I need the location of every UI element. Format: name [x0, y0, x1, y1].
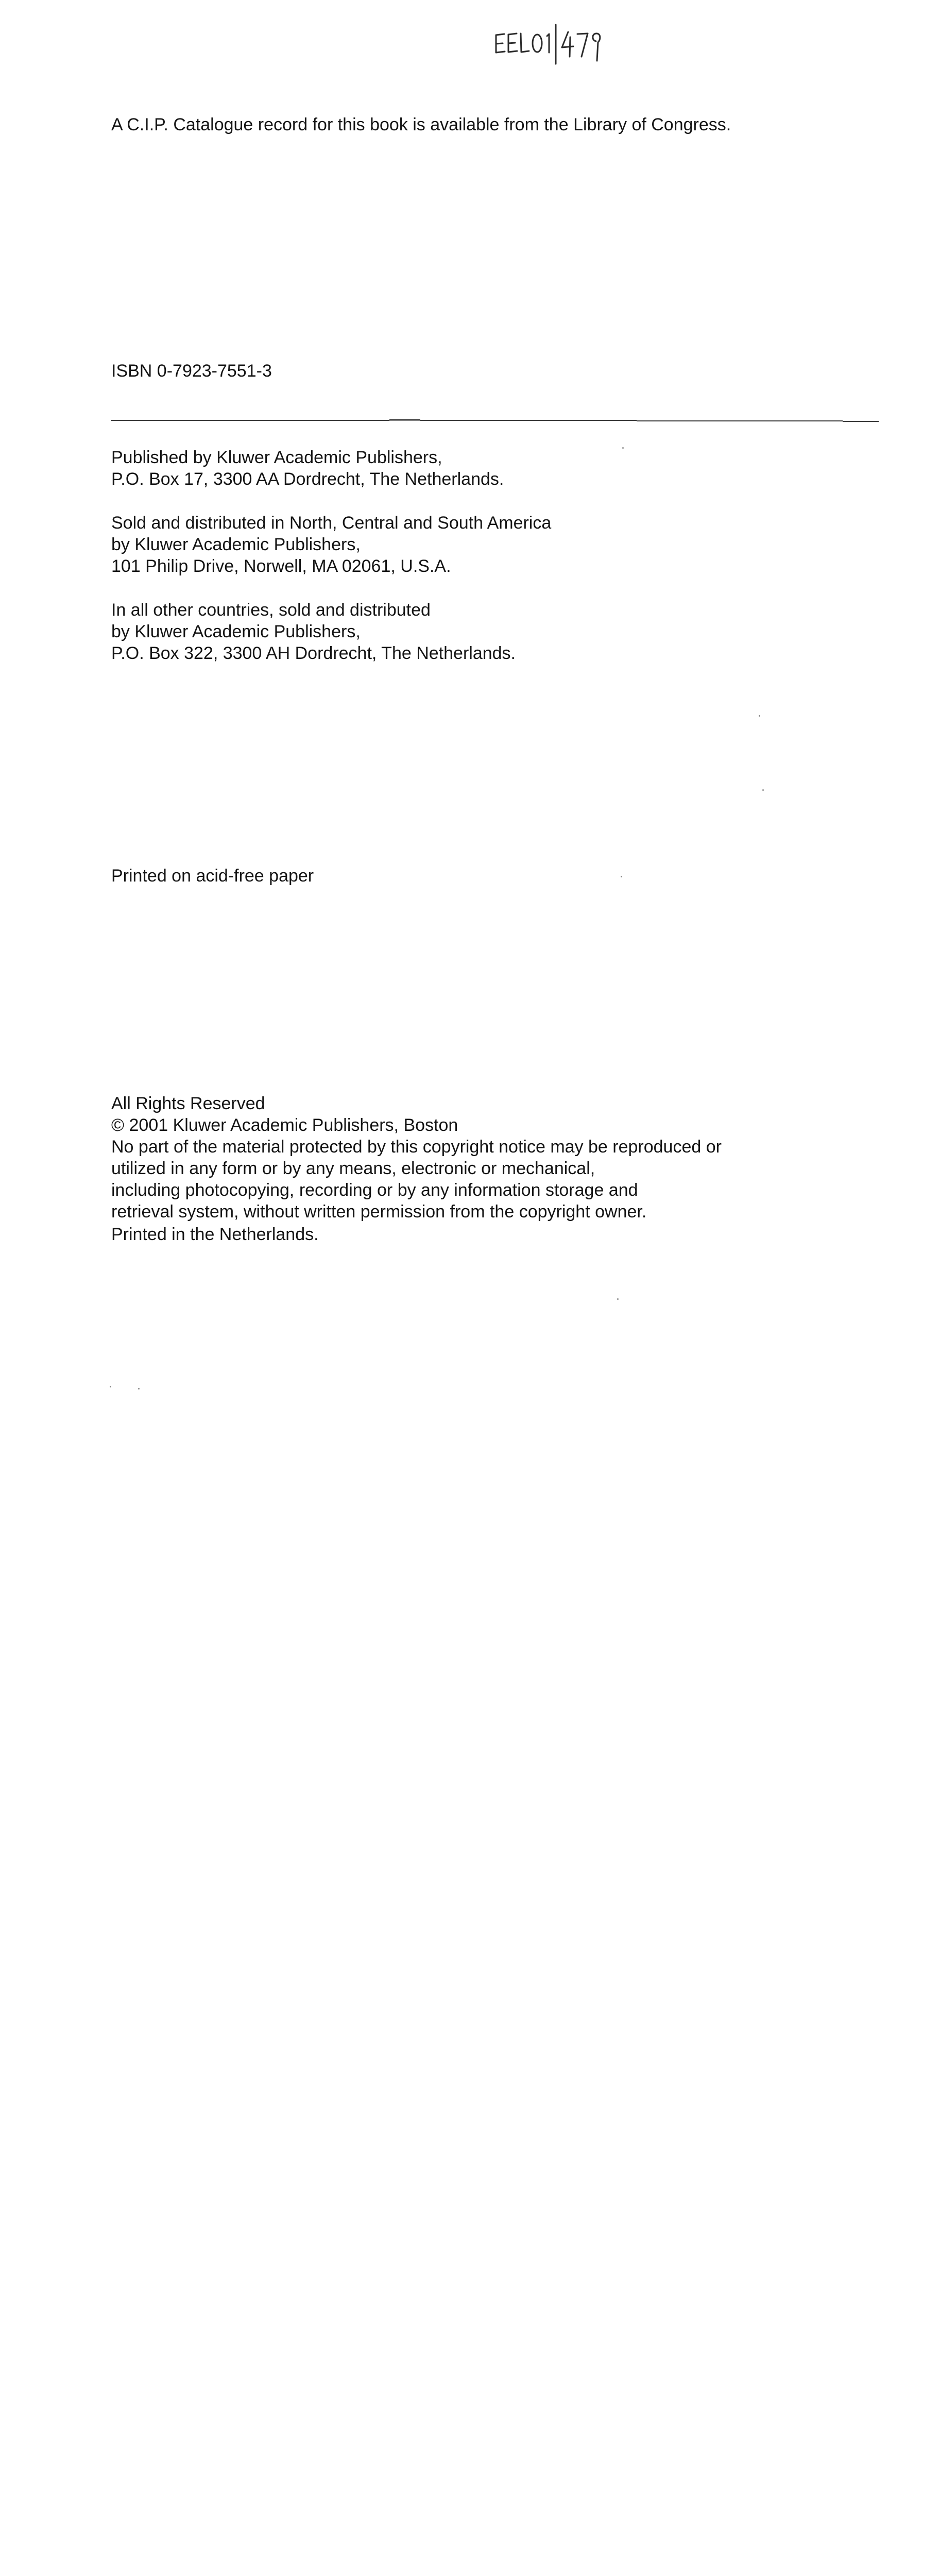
copyright-line: utilized in any form or by any means, electronic or mechanical, — [111, 1159, 595, 1178]
other-distribution-line: by Kluwer Academic Publishers, — [111, 622, 361, 641]
copyright-line: retrieval system, without written permission from the copyright owner. — [111, 1202, 647, 1222]
handwritten-shelf-mark — [492, 21, 610, 67]
copyright-notice — [111, 1093, 722, 1223]
scan-speck — [759, 715, 760, 717]
cip-catalogue-notice — [111, 114, 731, 135]
isbn-number: ISBN 0-7923-7551-3 — [111, 361, 272, 381]
printed-in-notice — [111, 1224, 319, 1245]
acid-free-paper-notice — [111, 865, 314, 887]
other-distribution — [111, 599, 516, 664]
paper-notice-line: Printed on acid-free paper — [111, 866, 314, 886]
isbn — [111, 360, 272, 382]
horizontal-divider — [111, 418, 879, 422]
americas-line: Sold and distributed in North, Central and South America — [111, 513, 552, 533]
publisher-address — [111, 447, 504, 490]
copyright-line: © 2001 Kluwer Academic Publishers, Boston — [111, 1115, 458, 1135]
scan-speck — [138, 1388, 140, 1389]
copyright-line: including photocopying, recording or by any information storage and — [111, 1180, 638, 1200]
copyright-line: No part of the material protected by this copyright notice may be reproduced or — [111, 1137, 722, 1157]
scan-speck — [622, 447, 624, 449]
publisher-line: P.O. Box 17, 3300 AA Dordrecht, The Netherlands. — [111, 469, 504, 489]
americas-distribution — [111, 512, 551, 577]
scan-speck — [617, 1298, 619, 1300]
other-distribution-line: In all other countries, sold and distributed — [111, 600, 431, 620]
cip-notice-line: A C.I.P. Catalogue record for this book is available from the Library of Congress. — [111, 115, 731, 134]
other-distribution-line: P.O. Box 322, 3300 AH Dordrecht, The Netherlands. — [111, 643, 516, 663]
publisher-line: Published by Kluwer Academic Publishers, — [111, 448, 442, 467]
scan-speck — [762, 789, 764, 791]
americas-line: 101 Philip Drive, Norwell, MA 02061, U.S.A. — [111, 556, 451, 576]
printed-in-line: Printed in the Netherlands. — [111, 1225, 319, 1244]
scan-speck — [110, 1386, 111, 1387]
americas-line: by Kluwer Academic Publishers, — [111, 535, 361, 554]
scan-speck — [621, 876, 622, 877]
copyright-line: All Rights Reserved — [111, 1094, 265, 1113]
